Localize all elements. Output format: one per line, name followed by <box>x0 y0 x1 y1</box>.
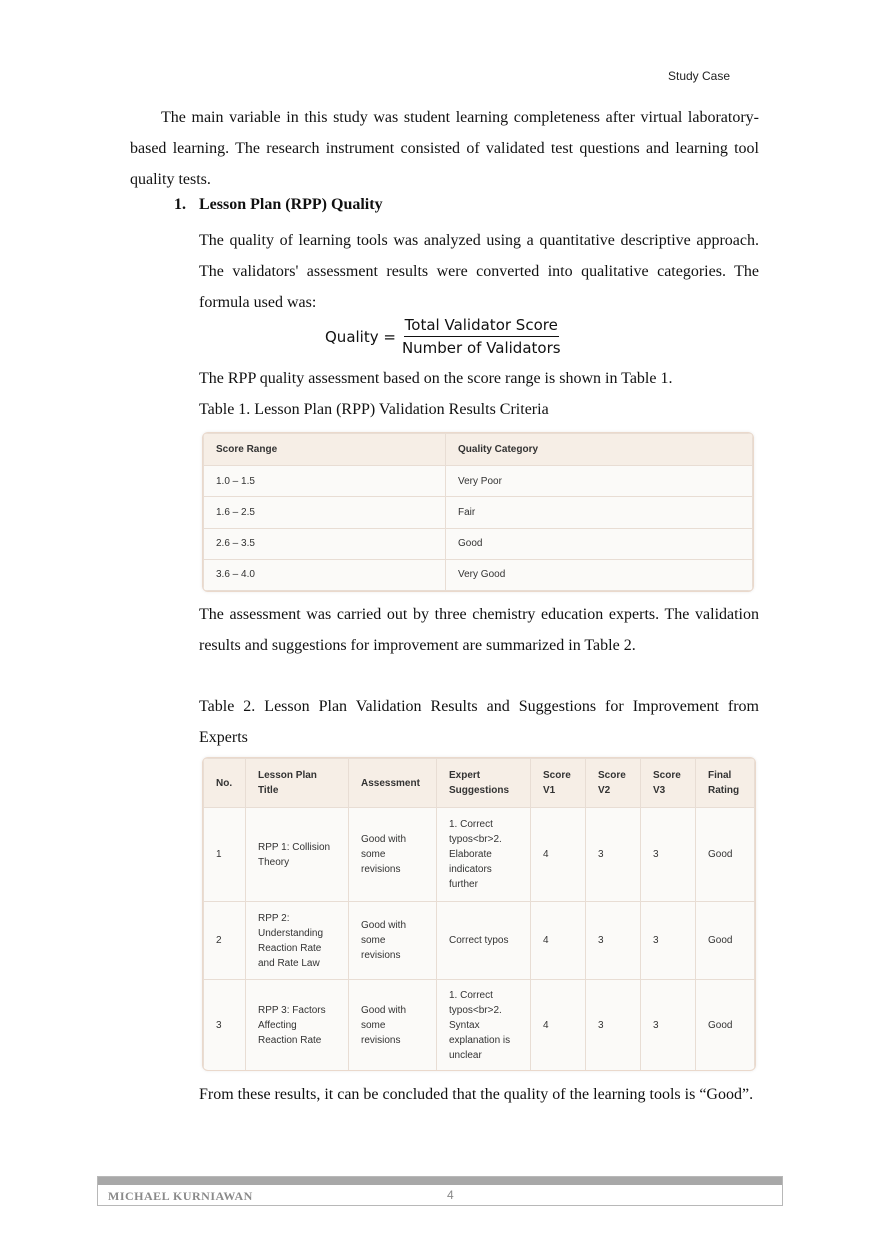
table2-cell: 4 <box>531 808 586 902</box>
table2-cell: 1. Correct typos<br>2. Elaborate indicators further <box>437 808 531 902</box>
table2-cell: 4 <box>531 980 586 1072</box>
table2-cell: Correct typos <box>437 902 531 980</box>
table2-cell: 1. Correct typos<br>2. Syntax explanation is unclear <box>437 980 531 1072</box>
table2-cell: RPP 2: Understanding Reaction Rate and Rate Law <box>246 902 349 980</box>
formula-fraction <box>402 316 561 357</box>
table2-header: Lesson Plan Title <box>246 759 349 808</box>
table-row <box>204 980 755 1072</box>
footer-bar <box>98 1177 782 1185</box>
table2-cell: 1 <box>204 808 246 902</box>
table2-cell: Good with some revisions <box>349 808 437 902</box>
table1-header: Score Range <box>204 434 446 466</box>
formula-denominator: Number of Validators <box>401 339 561 357</box>
table2 <box>202 757 756 1071</box>
method-paragraph: The quality of learning tools was analyzed using a quantitative descriptive approach. The validators' assessment results were converted into qualitative categories. The formula used was: <box>199 232 759 311</box>
table2-header: Score V3 <box>641 759 696 808</box>
page-footer <box>97 1176 783 1206</box>
table-row <box>204 902 755 980</box>
intro-paragraph: The main variable in this study was student learning completeness after virtual laboratory-based learning. The research instrument consisted of validated test questions and learning tool quality tests. <box>130 109 759 188</box>
table2-cell: 3 <box>586 808 641 902</box>
section-title: Lesson Plan (RPP) Quality <box>199 196 383 213</box>
section-heading <box>174 196 383 214</box>
conclusion-paragraph: From these results, it can be concluded that the quality of the learning tools is “Good”. <box>199 1086 754 1103</box>
table2-cell: Good <box>696 808 755 902</box>
table2-cell: Good <box>696 980 755 1072</box>
section-number: 1. <box>174 196 186 213</box>
table1-cell: 1.0 – 1.5 <box>204 466 446 497</box>
running-header: Study Case <box>668 69 731 83</box>
assessment-paragraph: The assessment was carried out by three chemistry education experts. The validation results and suggestions for improvement are summarized in Table 2. <box>199 606 759 654</box>
table2-header: Final Rating <box>696 759 755 808</box>
table1-cell: 2.6 – 3.5 <box>204 528 446 559</box>
table2-cell: Good with some revisions <box>349 902 437 980</box>
quality-formula <box>325 316 561 357</box>
table2-cell: RPP 1: Collision Theory <box>246 808 349 902</box>
table-row <box>204 466 753 497</box>
table1-cell: Fair <box>446 497 753 528</box>
table2-cell: Good <box>696 902 755 980</box>
table2-header: Assessment <box>349 759 437 808</box>
table1-cell: Good <box>446 528 753 559</box>
table-row <box>204 528 753 559</box>
table2-cell: 3 <box>641 808 696 902</box>
table1-caption: Table 1. Lesson Plan (RPP) Validation Results Criteria <box>199 401 549 418</box>
table2-cell: RPP 3: Factors Affecting Reaction Rate <box>246 980 349 1072</box>
table-row <box>204 497 753 528</box>
table1-cell: Very Good <box>446 559 753 590</box>
table2-cell: 2 <box>204 902 246 980</box>
table2-cell: 3 <box>641 980 696 1072</box>
table2-header: No. <box>204 759 246 808</box>
page-number: 4 <box>447 1188 454 1202</box>
table-row <box>204 808 755 902</box>
table2-cell: 3 <box>586 980 641 1072</box>
table1-cell: 3.6 – 4.0 <box>204 559 446 590</box>
table2-cell: 4 <box>531 902 586 980</box>
table2-cell: Good with some revisions <box>349 980 437 1072</box>
table2-cell: 3 <box>204 980 246 1072</box>
table2-header: Score V2 <box>586 759 641 808</box>
formula-numerator: Total Validator Score <box>404 316 559 337</box>
table1-intro: The RPP quality assessment based on the score range is shown in Table 1. <box>199 370 673 387</box>
table2-caption: Table 2. Lesson Plan Validation Results and Suggestions for Improvement from Experts <box>199 698 759 746</box>
table2-header: Score V1 <box>531 759 586 808</box>
table1-cell: 1.6 – 2.5 <box>204 497 446 528</box>
table2-cell: 3 <box>641 902 696 980</box>
table2-cell: 3 <box>586 902 641 980</box>
table1-cell: Very Poor <box>446 466 753 497</box>
footer-author: MICHAEL KURNIAWAN <box>108 1189 253 1203</box>
table1 <box>202 432 754 592</box>
table2-header: Expert Suggestions <box>437 759 531 808</box>
table-row <box>204 559 753 590</box>
table1-header: Quality Category <box>446 434 753 466</box>
formula-lhs: Quality = <box>325 327 396 346</box>
